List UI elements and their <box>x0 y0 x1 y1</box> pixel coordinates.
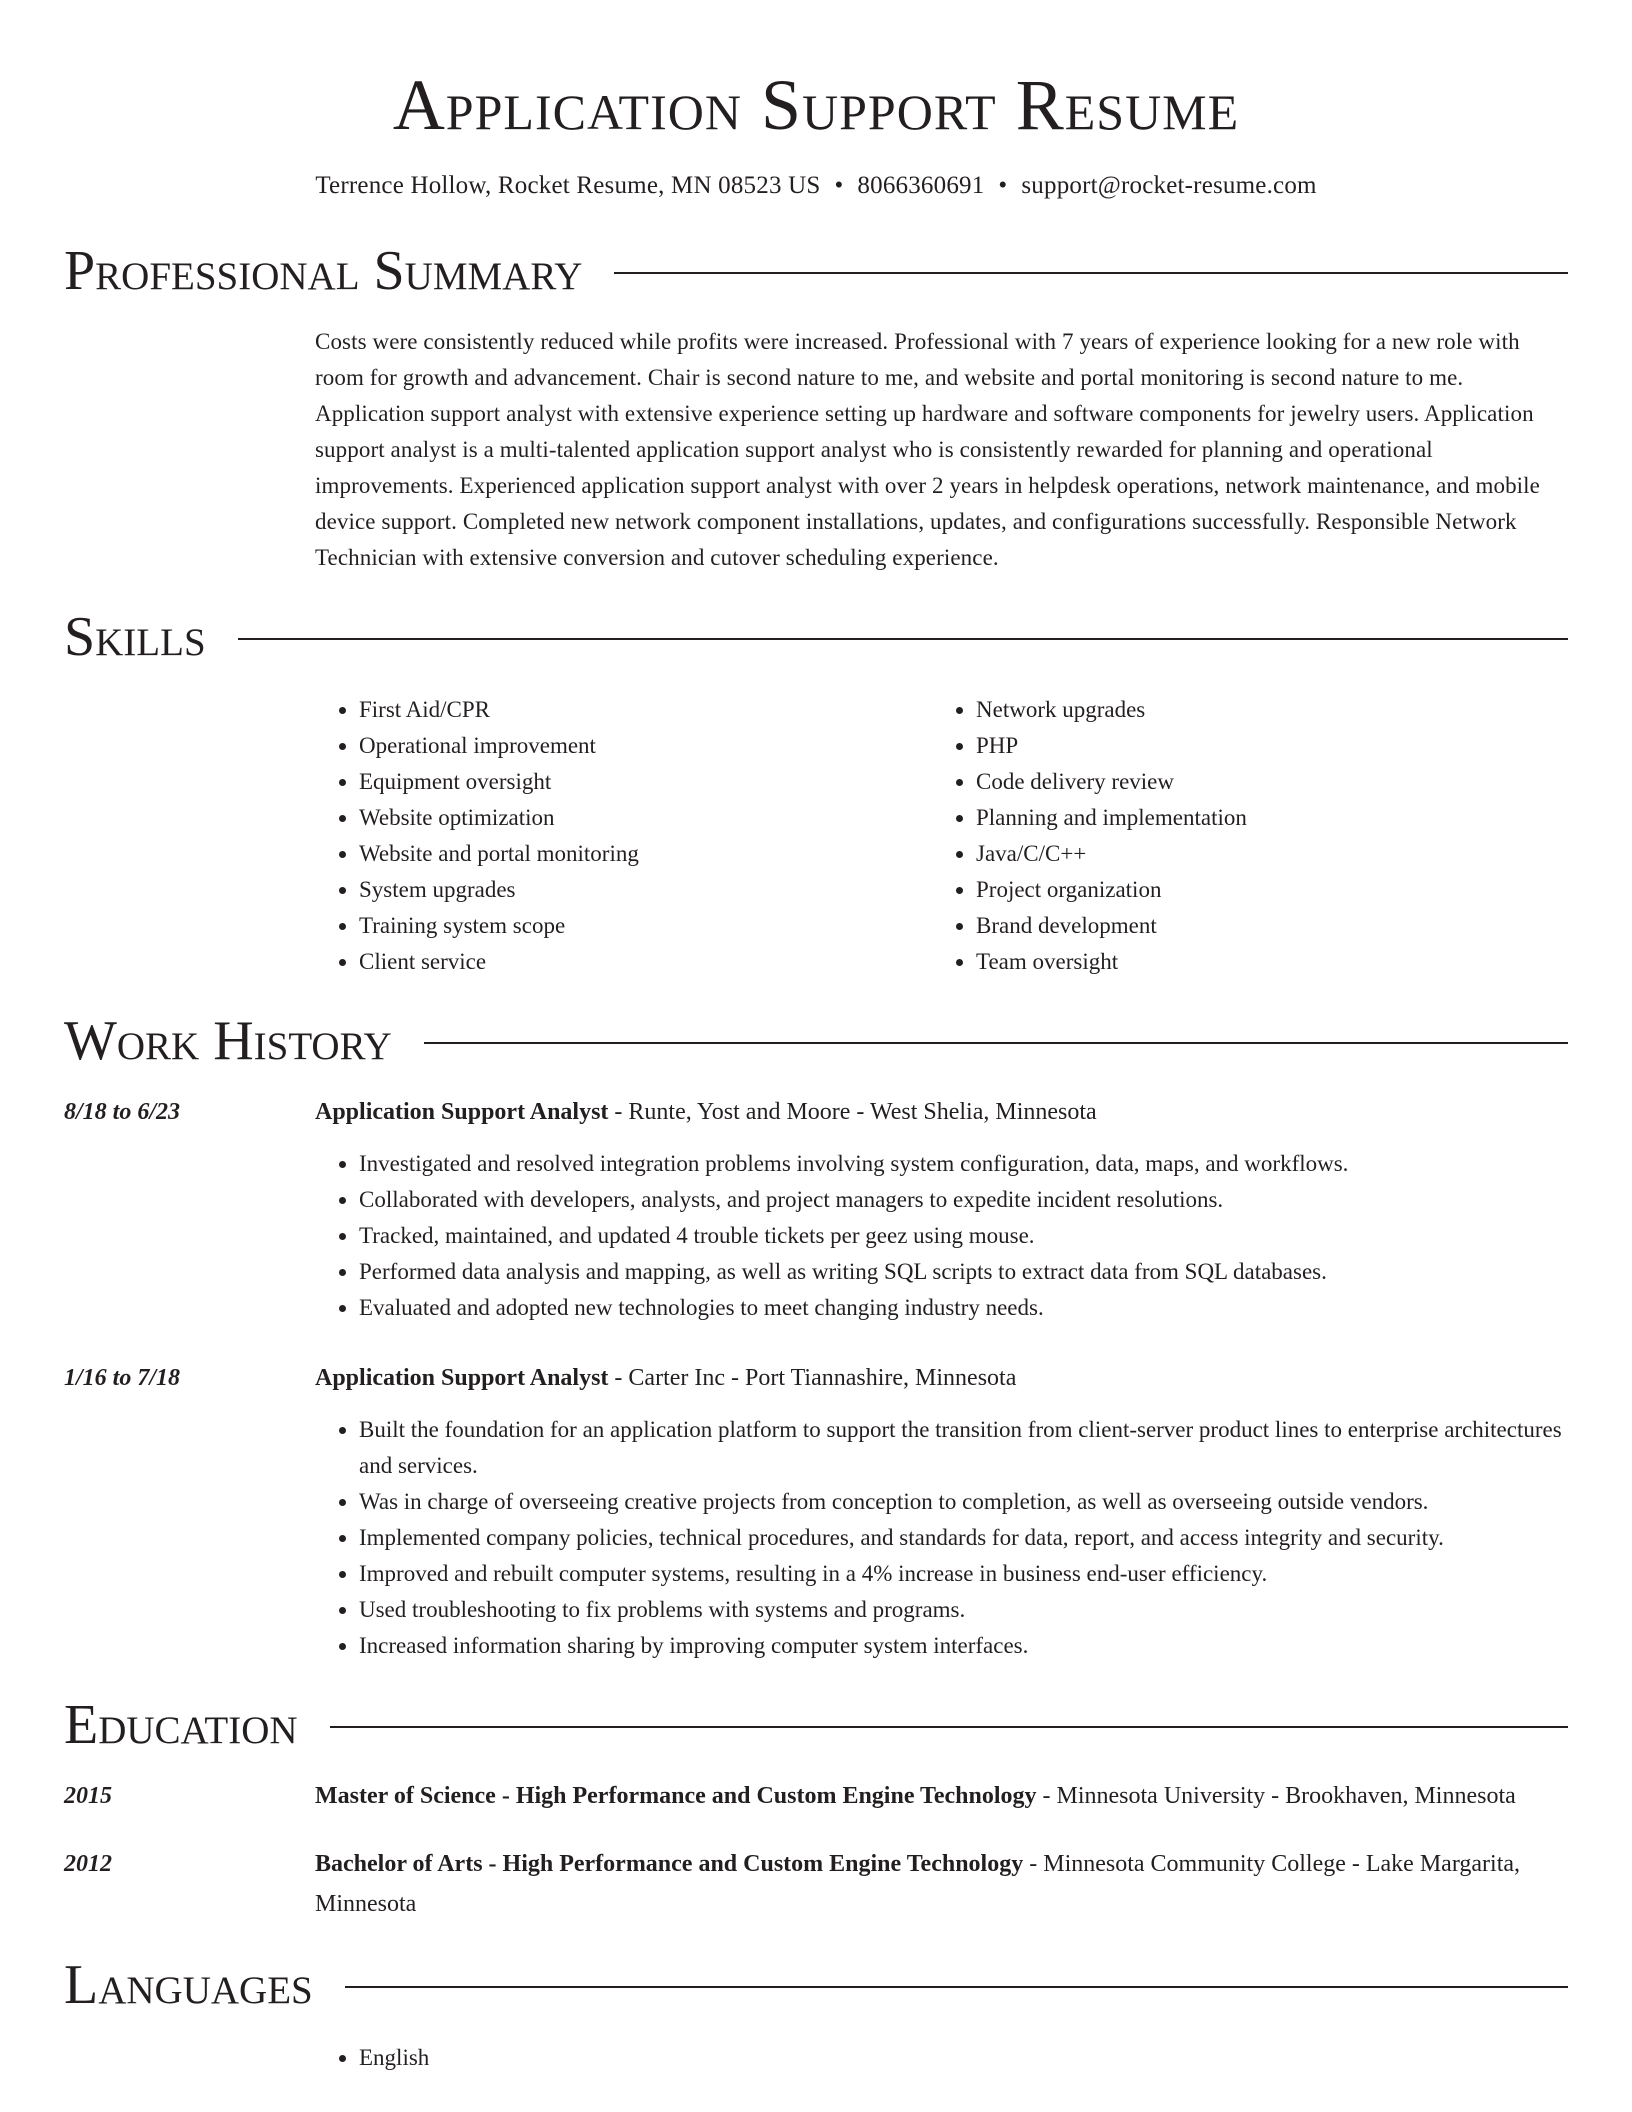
job-title: Application Support Analyst <box>315 1365 609 1391</box>
skill-item: • Network upgrades <box>976 692 1549 728</box>
job-bullet: • Increased information sharing by improving computer system interfaces. <box>359 1628 1568 1664</box>
job-employer: - Carter Inc - Port Tiannashire, Minnesota <box>608 1365 1017 1391</box>
skill-item: • Equipment oversight <box>359 764 932 800</box>
job-bullet: • Evaluated and adopted new technologies to meet changing industry needs. <box>359 1290 1568 1326</box>
job-dates: 1/16 to 7/18 <box>64 1365 181 1391</box>
contact-email: support@rocket-resume.com <box>1021 172 1317 199</box>
education-year: 2012 <box>64 1851 112 1877</box>
section-divider <box>614 272 1568 274</box>
resume-page <box>64 0 1568 2076</box>
skill-item: • Project organization <box>976 872 1549 908</box>
skill-item: • PHP <box>976 728 1549 764</box>
skill-item: • Website and portal monitoring <box>359 836 932 872</box>
section-divider <box>424 1042 1568 1044</box>
job-bullets <box>315 1412 1568 1664</box>
job-title: Application Support Analyst <box>315 1099 609 1125</box>
education-year: 2015 <box>64 1783 112 1809</box>
skills-column-left <box>315 692 932 980</box>
skill-item: • Website optimization <box>359 800 932 836</box>
skill-item: • System upgrades <box>359 872 932 908</box>
job-bullet: • Performed data analysis and mapping, as well as writing SQL scripts to extract data from SQL databases. <box>359 1254 1568 1290</box>
job-bullet: • Implemented company policies, technical procedures, and standards for data, report, and access integrity and security. <box>359 1520 1568 1556</box>
job-bullet: • Improved and rebuilt computer systems, resulting in a 4% increase in business end-user efficiency. <box>359 1556 1568 1592</box>
skill-item: • Brand development <box>976 908 1549 944</box>
skills-column-right <box>932 692 1549 980</box>
languages-list <box>315 2040 1568 2076</box>
skill-item: • Code delivery review <box>976 764 1549 800</box>
contact-address: Terrence Hollow, Rocket Resume, MN 08523 US <box>315 172 821 199</box>
work-section-header <box>64 1006 1568 1076</box>
job-bullet: • Investigated and resolved integration problems involving system configuration, data, maps, and workflows. <box>359 1146 1568 1182</box>
section-divider <box>345 1986 1568 1988</box>
education-content <box>315 1844 1568 1924</box>
contact-separator: • <box>834 172 844 199</box>
skill-item: • Planning and implementation <box>976 800 1549 836</box>
job-bullet: • Built the foundation for an application platform to support the transition from client-server product lines to enterprise architectures and services. <box>359 1412 1568 1484</box>
skills-section-header <box>64 602 1568 672</box>
job-dates: 8/18 to 6/23 <box>64 1099 181 1125</box>
skill-item: • Java/C/C++ <box>976 836 1549 872</box>
job-bullet: • Collaborated with developers, analysts, and project managers to expedite incident resolutions. <box>359 1182 1568 1218</box>
job-employer: - Runte, Yost and Moore - West Shelia, Minnesota <box>608 1099 1097 1125</box>
skill-item: • Training system scope <box>359 908 932 944</box>
summary-heading: Professional Summary <box>64 240 583 302</box>
skills-list <box>315 692 1568 980</box>
work-heading: Work History <box>64 1010 392 1072</box>
contact-separator: • <box>998 172 1008 199</box>
education-section-header <box>64 1690 1568 1760</box>
resume-title: Application Support Resume <box>392 65 1240 145</box>
languages-heading: Languages <box>64 1954 313 2016</box>
job-bullet: • Used troubleshooting to fix problems with systems and programs. <box>359 1592 1568 1628</box>
skill-item: • Team oversight <box>976 944 1549 980</box>
education-content <box>315 1776 1568 1816</box>
job-entry <box>64 1092 1568 1326</box>
skill-item: • Operational improvement <box>359 728 932 764</box>
education-heading: Education <box>64 1694 298 1756</box>
job-heading <box>315 1092 1568 1132</box>
job-bullets <box>315 1146 1568 1326</box>
education-entry <box>64 1776 1568 1816</box>
language-item: • English <box>359 2040 1568 2076</box>
job-bullet: • Tracked, maintained, and updated 4 trouble tickets per geez using mouse. <box>359 1218 1568 1254</box>
skill-item: • First Aid/CPR <box>359 692 932 728</box>
summary-section-header <box>64 236 1568 306</box>
job-heading <box>315 1358 1568 1398</box>
education-degree: Bachelor of Arts - High Performance and Custom Engine Technology <box>315 1851 1024 1877</box>
education-degree: Master of Science - High Performance and Custom Engine Technology <box>315 1783 1037 1809</box>
languages-bullets <box>315 2040 1568 2076</box>
languages-section-header <box>64 1950 1568 2020</box>
summary-text: Costs were consistently reduced while profits were increased. Professional with 7 years of experience looking for a new role with room for growth and advancement. Chair is second nature to me, and website and portal monitoring is second nature to me. Application support analyst with extensive experience setting up hardware and software components for jewelry users. Application support analyst is a multi-talented application support analyst who is consistently rewarded for planning and operational improvements. Experienced application support analyst with over 2 years in helpdesk operations, network maintenance, and mobile device support. Completed new network component installations, updates, and configurations successfully. Responsible Network Technician with extensive conversion and cutover scheduling experience. <box>315 329 1540 570</box>
education-entry <box>64 1844 1568 1924</box>
section-divider <box>330 1726 1568 1728</box>
contact-line <box>64 170 1568 202</box>
skill-item: • Client service <box>359 944 932 980</box>
job-bullet: • Was in charge of overseeing creative projects from conception to completion, as well as overseeing outside vendors. <box>359 1484 1568 1520</box>
job-content <box>315 1092 1568 1326</box>
contact-phone: 8066360691 <box>857 172 985 199</box>
job-content <box>315 1358 1568 1664</box>
section-divider <box>238 638 1568 640</box>
job-entry <box>64 1358 1568 1664</box>
education-school: - Minnesota University - Brookhaven, Minnesota <box>1036 1783 1516 1809</box>
education-school: - Minnesota Community College - Lake Margarita, Minnesota <box>315 1851 1521 1917</box>
skills-heading: Skills <box>64 606 206 668</box>
